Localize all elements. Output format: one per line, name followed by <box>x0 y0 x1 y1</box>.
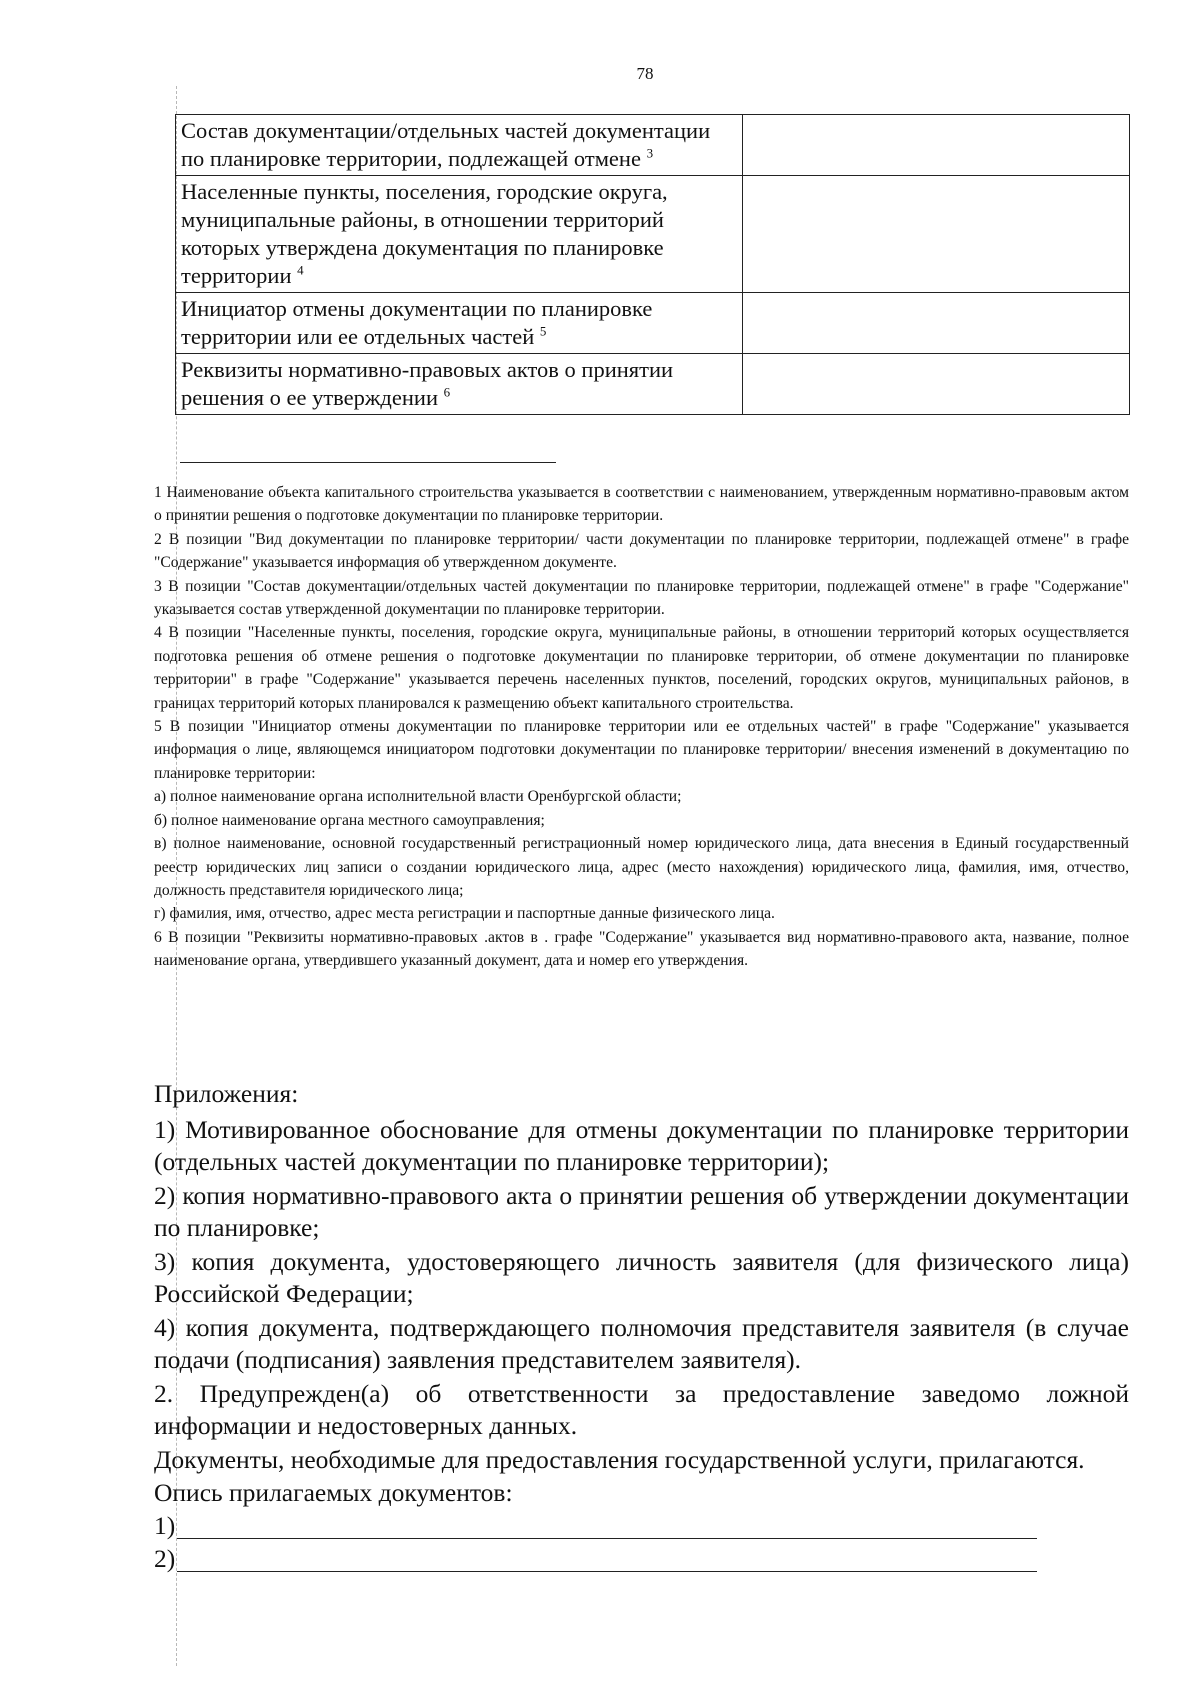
appendix-section <box>154 1078 1129 1576</box>
table-row-label: Состав документации/отдельных частей документации по планировке территории, подлежащей отмене $^3$ <box>176 115 743 176</box>
inventory-number: 2) <box>154 1544 176 1573</box>
footnote: 2 В позиции "Вид документации по планировке территории/ части документации по планировке территории, подлежащей отмене" в графе "Содержание" указывается информация об утвержденном документе. <box>154 530 1129 572</box>
appendix-item: 1) Мотивированное обоснование для отмены документации по планировке территории (отдельных частей документации по планировке территории); <box>154 1114 1129 1176</box>
table-row <box>176 115 1130 176</box>
footnotes <box>154 481 1129 973</box>
appendix-item: 4) копия документа, подтверждающего полномочия представителя заявителя (в случае подачи (подписания) заявления представителем заявителя). <box>154 1312 1129 1374</box>
table-row-label: Населенные пункты, поселения, городские округа, муниципальные районы, в отношении территорий которых утверждена документация по планировке территории $^4$ <box>176 176 743 293</box>
table-row-value <box>742 176 1129 293</box>
appendix-item: 3) копия документа, удостоверяющего личность заявителя (для физического лица) Российской Федерации; <box>154 1246 1129 1308</box>
table-row-label: Инициатор отмены документации по планировке территории или ее отдельных частей $^5$ <box>176 293 743 354</box>
blank-fill-line[interactable] <box>177 1537 1037 1539</box>
footnote: 5 В позиции "Инициатор отмены документации по планировке территории или ее отдельных частей" в графе "Содержание" указывается информация о лице, являющемся инициатором подготовки документации по планировке территории/ внесения изменений в документацию по планировке территории: <box>154 718 1129 782</box>
footnote-separator <box>180 462 556 463</box>
footnote-subitem: в) полное наименование, основной государственный регистрационный номер юридического лица, дата внесения в Единый государственный реестр юридических лиц записи о создании юридического лица, адрес (место нахождения) юридического лица, фамилия, имя, отчество, должность представителя юридического лица; <box>154 835 1129 899</box>
footnote: 1 Наименование объекта капитального строительства указывается в соответствии с наименованием, утвержденным нормативно-правовым актом о принятии решения о подготовке документации по планировке территории. <box>154 484 1129 525</box>
inventory-line <box>154 1510 1129 1543</box>
footnote-subitem: б) полное наименование органа местного самоуправления; <box>154 811 545 829</box>
table-row <box>176 293 1130 354</box>
footnote-ref: 6 <box>443 384 451 400</box>
inventory-line <box>154 1543 1129 1576</box>
appendix-title: Приложения: <box>154 1079 299 1108</box>
table-row-value <box>742 115 1129 176</box>
liability-warning: 2. Предупрежден(а) об ответственности за предоставление заведомо ложной информации и недостоверных данных. <box>154 1378 1129 1440</box>
table-row <box>176 176 1130 293</box>
footnote-ref: 5 <box>539 323 547 339</box>
footnote-subitem: а) полное наименование органа исполнительной власти Оренбургской области; <box>154 788 682 806</box>
documents-attached: Документы, необходимые для предоставления государственной услуги, прилагаются. <box>154 1444 1085 1474</box>
table-row-value <box>742 293 1129 354</box>
inventory-number: 1) <box>154 1511 176 1540</box>
footnote-subitem: г) фамилия, имя, отчество, адрес места регистрации и паспортные данные физического лица. <box>154 905 775 923</box>
table-row <box>176 354 1130 415</box>
table-row-label: Реквизиты нормативно-правовых актов о принятии решения о ее утверждении $^6$ <box>176 354 743 415</box>
table-row-value <box>742 354 1129 415</box>
footnote: 3 В позиции "Состав документации/отдельных частей документации по планировке территории, подлежащей отмене" в графе "Содержание" указывается состав утвержденной документации по планировке территории. <box>154 577 1129 619</box>
footnote-ref: 4 <box>297 262 304 278</box>
footnote-ref: 3 <box>646 145 654 161</box>
blank-fill-line[interactable] <box>177 1570 1037 1572</box>
appendix-item: 2) копия нормативно-правового акта о принятии решения об утверждении документации по планировке; <box>154 1180 1129 1242</box>
footnote: 4 В позиции "Населенные пункты, поселения, городские округа, муниципальные районы, в отношении территорий которых осуществляется подготовка решения об отмене решения о подготовке документации по планировке территории, об отмене документации по планировке территории" в графе "Содержание" указывается перечень населенных пунктов, поселений, городских округов, муниципальных районов, в границах территорий которых планировался к размещению объект капитального строительства. <box>154 624 1129 712</box>
info-table <box>175 114 1130 415</box>
page-number: 78 <box>636 64 654 83</box>
inventory-title: Опись прилагаемых документов: <box>154 1478 513 1507</box>
footnote: 6 В позиции "Реквизиты нормативно-правовых .актов в . графе "Содержание" указывается вид нормативно-правового акта, название, полное наименование органа, утвердившего указанный документ, дата и номер его утверждения. <box>154 928 1129 970</box>
